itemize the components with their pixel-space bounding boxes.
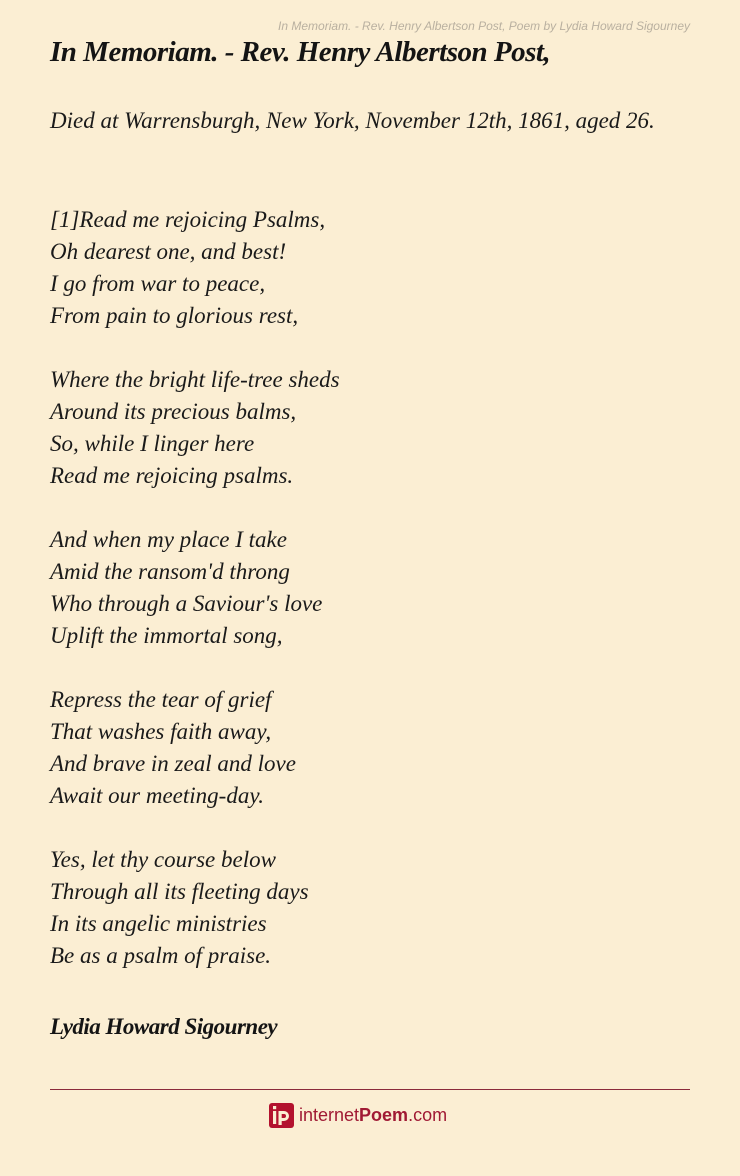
stanza-4 [50, 684, 340, 812]
poem-line: Where the bright life-tree sheds [50, 367, 340, 392]
poem-line: Read me rejoicing psalms. [50, 463, 294, 488]
poem-line: Await our meeting-day. [50, 783, 265, 808]
poem-line: Who through a Saviour's love [50, 591, 323, 616]
brand-link[interactable] [269, 1102, 447, 1128]
ip-logo-icon [269, 1103, 294, 1128]
poem-line: Be as a psalm of praise. [50, 943, 272, 968]
poem-line: In its angelic ministries [50, 911, 267, 936]
poem-line: Repress the tear of grief [50, 687, 272, 712]
poem-line: [1]Read me rejoicing Psalms, [50, 207, 326, 232]
poem-line: Through all its fleeting days [50, 879, 309, 904]
poem-subtitle: Died at Warrensburgh, New York, November 12th, 1861, aged 26. [50, 108, 655, 133]
brand-prefix: internet [299, 1104, 360, 1125]
poem-line: And when my place I take [50, 527, 287, 552]
stanza-5 [50, 844, 340, 972]
poem-line: Around its precious balms, [50, 399, 297, 424]
brand-bold: Poem [359, 1104, 409, 1125]
poem-body [50, 204, 340, 972]
poem-title: In Memoriam. - Rev. Henry Albertson Post, [50, 36, 551, 68]
brand-suffix: .com [408, 1104, 448, 1125]
poem-line: And brave in zeal and love [50, 751, 296, 776]
brand-name [299, 1105, 447, 1126]
poem-line: Oh dearest one, and best! [50, 239, 287, 264]
poem-line: Amid the ransom'd throng [50, 559, 290, 584]
poem-line: I go from war to peace, [50, 271, 266, 296]
stanza-2 [50, 364, 340, 492]
header-caption: In Memoriam. - Rev. Henry Albertson Post, Poem by Lydia Howard Sigourney [278, 19, 690, 33]
stanza-3 [50, 524, 340, 652]
poem-line: From pain to glorious rest, [50, 303, 299, 328]
poem-author: Lydia Howard Sigourney [50, 1014, 278, 1039]
poem-line: That washes faith away, [50, 719, 272, 744]
poem-line: Uplift the immortal song, [50, 623, 283, 648]
poem-line: So, while I linger here [50, 431, 255, 456]
poem-line: Yes, let thy course below [50, 847, 276, 872]
footer-divider [50, 1089, 690, 1090]
stanza-1 [50, 204, 340, 332]
